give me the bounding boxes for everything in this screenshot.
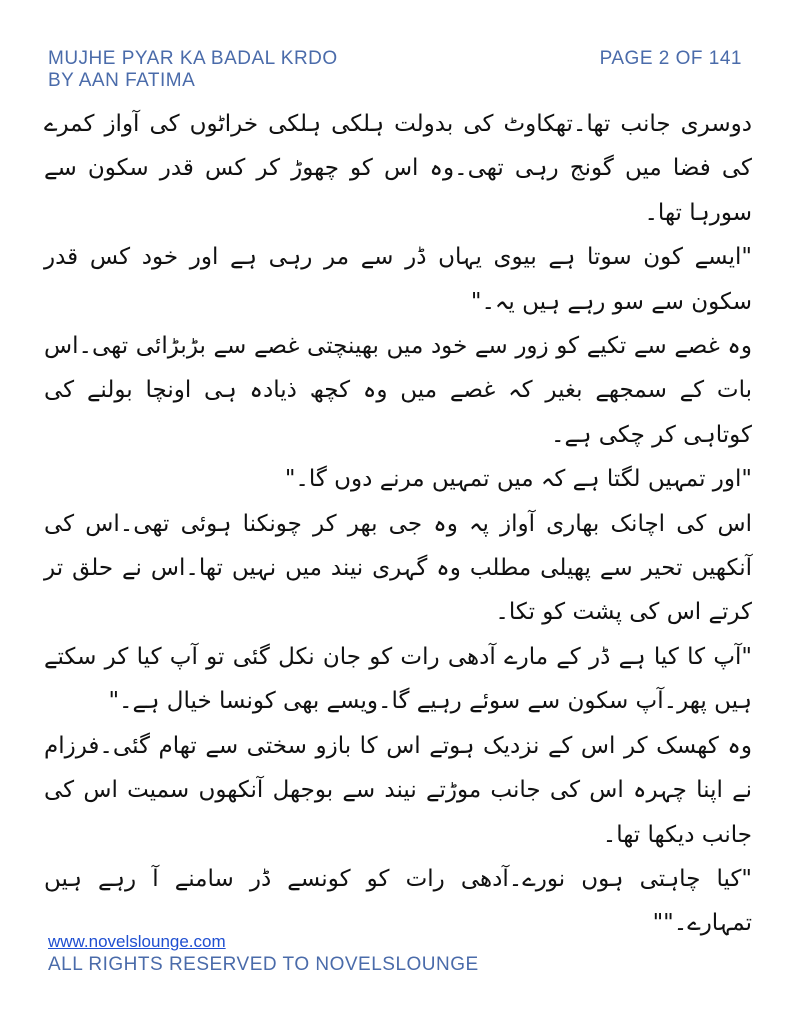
paragraph: اس کی اچانک بھاری آواز پہ وہ جی بھر کر چونکنا ہوئی تھی۔اس کی آنکھیں تحیر سے پھیلی مطلب وہ گہری نیند میں نہیں تھا۔اس نے حلق تر کرتے اس کی پشت کو تکا۔ bbox=[44, 510, 752, 626]
author-line: BY AAN FATIMA bbox=[48, 70, 196, 91]
paragraph: وہ کھسک کر اس کے نزدیک ہوتے اس کا بازو سختی سے تھام گئی۔فرزام نے اپنا چہرہ اس کی جانب موڑتے نیند سے بوجھل آنکھوں سمیت اس کی جانب دیکھا تھا۔ bbox=[44, 732, 752, 848]
story-text bbox=[44, 102, 752, 946]
paragraph: "کیا چاہتی ہوں نورے۔آدھی رات کو کونسے ڈر سامنے آ رہے ہیں تمہارے۔"" bbox=[44, 865, 752, 937]
page-footer bbox=[48, 932, 548, 976]
paragraph: دوسری جانب تھا۔تھکاوٹ کی بدولت ہلکی ہلکی خراٹوں کی آواز کمرے کی فضا میں گونج رہی تھی۔وہ اس کو چھوڑ کر کس قدر سکون سے سورہا تھا۔ bbox=[44, 111, 752, 226]
paragraph: "آپ کا کیا ہے ڈر کے مارے آدھی رات کو جان نکل گئی تو آپ کیا کر سکتے ہیں پھر۔آپ سکون سے سوئے رہیے گا۔ویسے بھی کونسا خیال ہے۔" bbox=[44, 643, 752, 715]
paragraph: "اور تمہیں لگتا ہے کہ میں تمہیں مرنے دوں گا۔" bbox=[284, 466, 752, 493]
book-title: MUJHE PYAR KA BADAL KRDO bbox=[48, 48, 338, 69]
page-number: PAGE 2 OF 141 bbox=[599, 48, 742, 69]
paragraph: وہ غصے سے تکیے کو زور سے خود میں بھینچتی غصے سے بڑبڑائی تھی۔اس بات کے سمجھے بغیر کہ غصے میں وہ کچھ ذیادہ ہی اونچا بولنے کی کوتاہی کر چکی ہے۔ bbox=[44, 333, 752, 448]
page-header-left bbox=[48, 48, 408, 92]
rights-notice: ALL RIGHTS RESERVED TO NOVELSLOUNGE bbox=[48, 954, 479, 975]
paragraph: "ایسے کون سوتا ہے بیوی یہاں ڈر سے مر رہی ہے اور خود کس قدر سکون سے سو رہے ہیں یہ۔" bbox=[44, 244, 752, 315]
website-link[interactable]: www.novelslounge.com bbox=[48, 932, 226, 951]
